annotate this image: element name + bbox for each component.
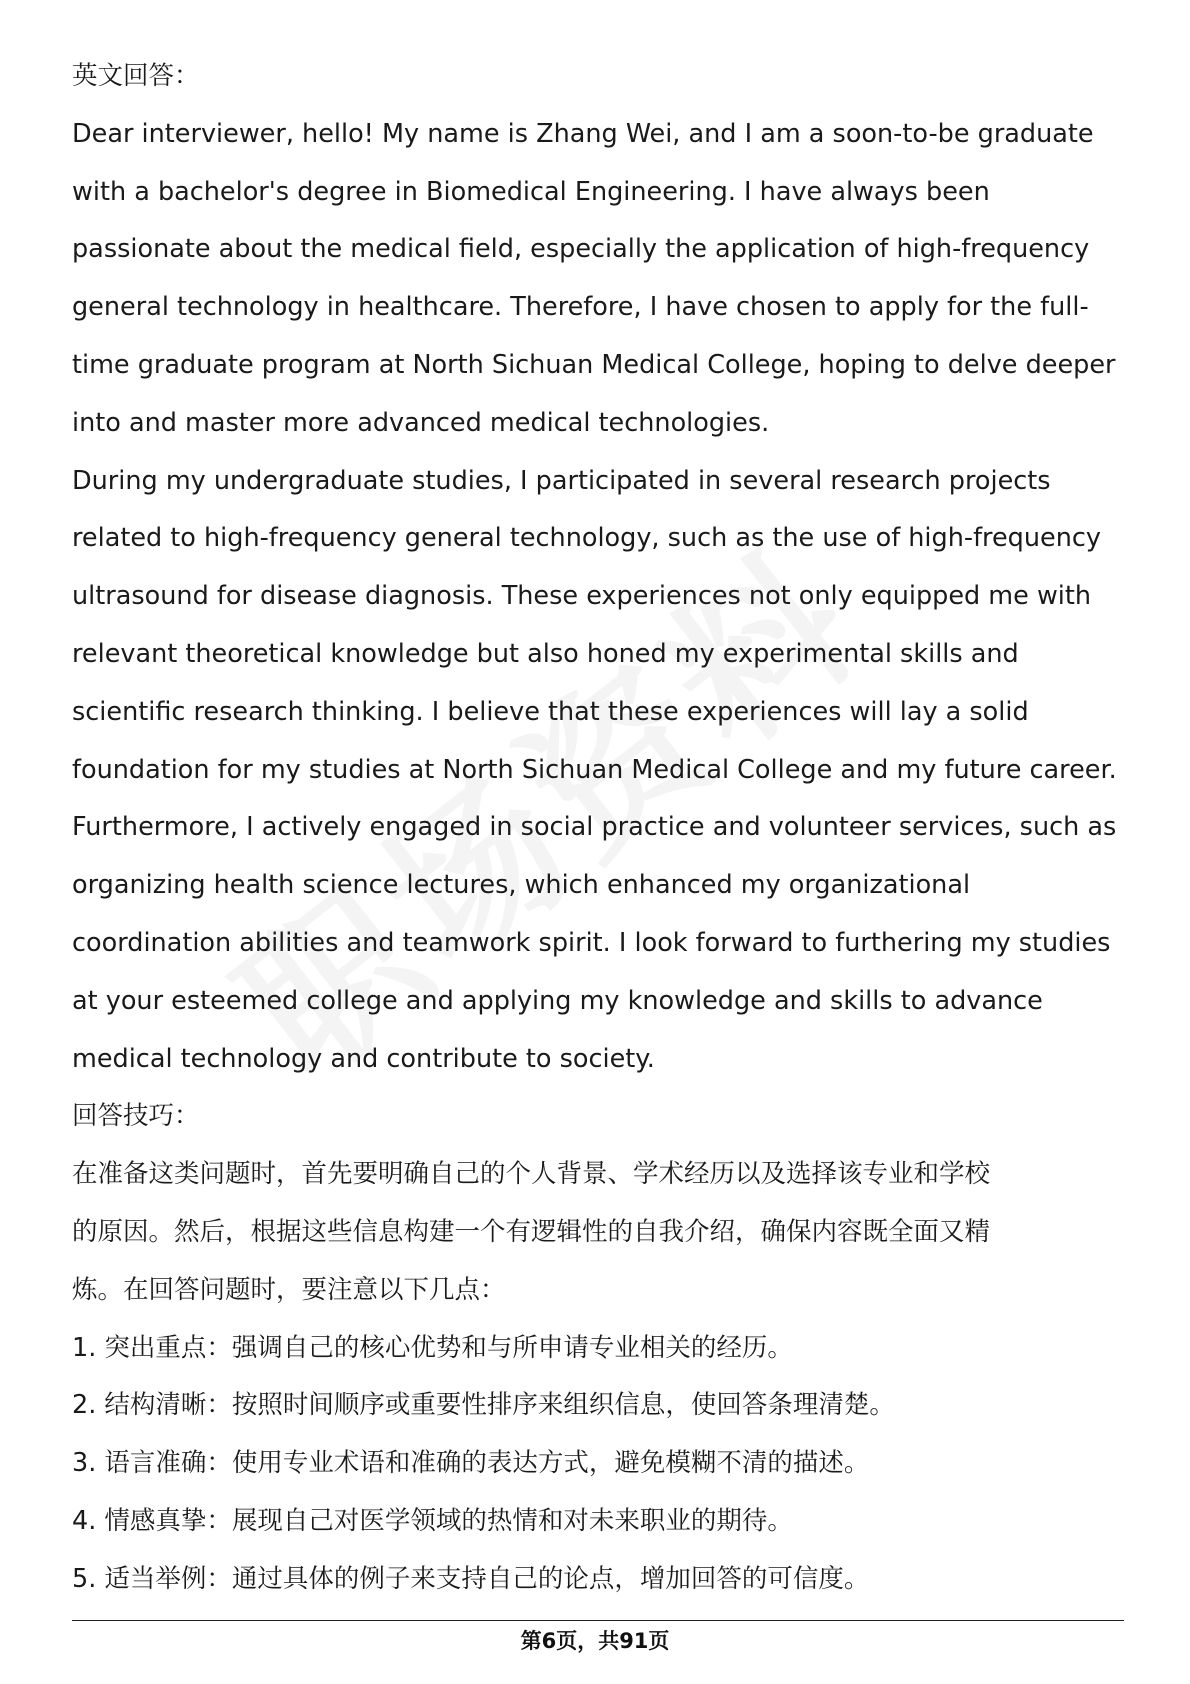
- english-answer-text: [72, 106, 1132, 1089]
- text-line: Furthermore, I actively engaged in social practice and volunteer services, such as: [72, 812, 1117, 843]
- list-item: 1. 突出重点：强调自己的核心优势和与所申请专业相关的经历。: [72, 1332, 793, 1363]
- list-item: 2. 结构清晰：按照时间顺序或重要性排序来组织信息，使回答条理清楚。: [72, 1390, 895, 1421]
- list-item: 5. 适当举例：通过具体的例子来支持自己的论点，增加回答的可信度。: [72, 1563, 870, 1594]
- list-item: 3. 语言准确：使用专业术语和准确的表达方式，避免模糊不清的描述。: [72, 1448, 870, 1479]
- text-line: 的原因。然后，根据这些信息构建一个有逻辑性的自我介绍，确保内容既全面又精: [72, 1216, 991, 1247]
- text-line: foundation for my studies at North Sichuan Medical College and my future career.: [72, 754, 1117, 785]
- document-body: [72, 48, 1132, 1609]
- text-line: related to high-frequency general technology, such as the use of high-frequency: [72, 523, 1101, 554]
- text-line: organizing health science lectures, which enhanced my organizational: [72, 870, 971, 901]
- text-line: Dear interviewer, hello! My name is Zhang Wei, and I am a soon-to-be graduate: [72, 118, 1094, 149]
- text-line: at your esteemed college and applying my knowledge and skills to advance: [72, 985, 1043, 1016]
- text-line: time graduate program at North Sichuan Medical College, hoping to delve deeper: [72, 349, 1116, 380]
- text-line: 炼。在回答问题时，要注意以下几点：: [72, 1274, 506, 1305]
- text-line: scientific research thinking. I believe that these experiences will lay a solid: [72, 696, 1029, 727]
- tips-list: [72, 1320, 1132, 1609]
- text-line: ultrasound for disease diagnosis. These experiences not only equipped me with: [72, 581, 1092, 612]
- text-line: During my undergraduate studies, I participated in several research projects: [72, 465, 1051, 496]
- text-line: relevant theoretical knowledge but also honed my experimental skills and: [72, 638, 1019, 669]
- text-line: passionate about the medical field, especially the application of high-frequency: [72, 234, 1090, 265]
- list-item: 4. 情感真挚：展现自己对医学领域的热情和对未来职业的期待。: [72, 1505, 793, 1536]
- text-line: with a bachelor's degree in Biomedical Engineering. I have always been: [72, 176, 990, 207]
- text-line: coordination abilities and teamwork spirit. I look forward to furthering my studies: [72, 927, 1111, 958]
- page-number: 第6页，共91页: [520, 1629, 670, 1653]
- tips-heading: 回答技巧：: [72, 1101, 200, 1132]
- text-line: into and master more advanced medical technologies.: [72, 407, 770, 438]
- tips-text: [72, 1146, 1132, 1319]
- footer-divider: [72, 1620, 1124, 1621]
- english-answer-heading: 英文回答：: [72, 61, 200, 91]
- text-line: medical technology and contribute to society.: [72, 1043, 655, 1074]
- text-line: general technology in healthcare. Therefore, I have chosen to apply for the full-: [72, 292, 1089, 323]
- text-line: 在准备这类问题时，首先要明确自己的个人背景、学术经历以及选择该专业和学校: [72, 1159, 991, 1190]
